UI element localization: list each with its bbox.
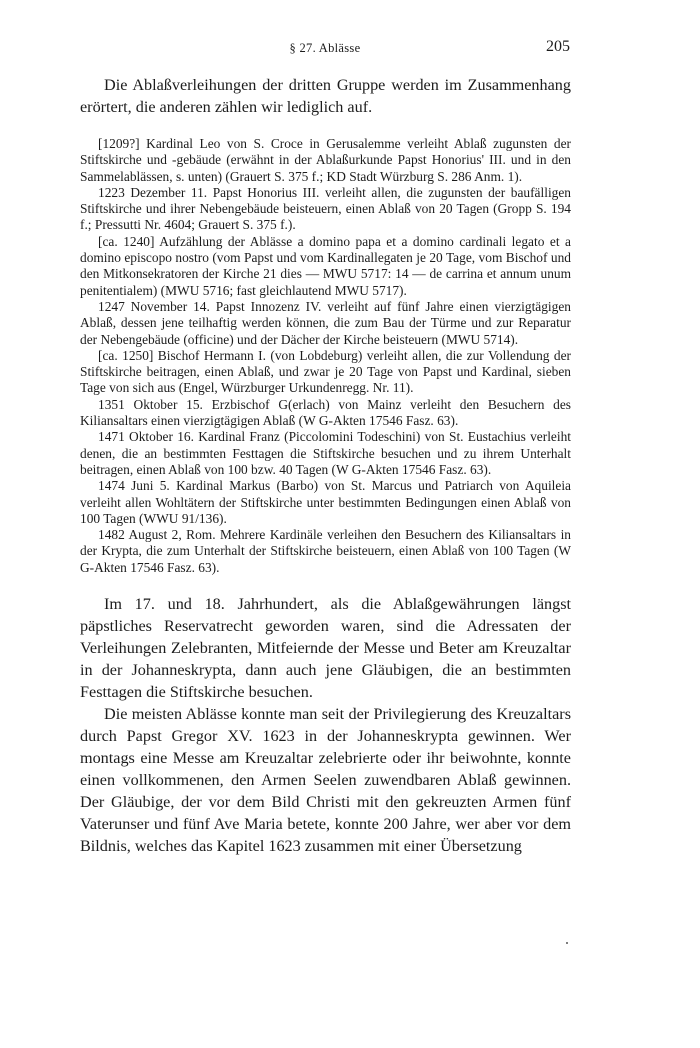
body-paragraph: Die meisten Ablässe konnte man seit der Privilegierung des Kreuzaltars durch Papst Gregor XV. 1623 in der Johanneskrypta gewinnen. Wer montags eine Messe am Kreuzaltar zelebrierte oder ihr beiwohnte, konnte einen vollkommenen, den Armen Seelen zuwendbaren Ablaß gewinnen. Der Gläubige, der vor dem Bild Christi mit den gekreuzten Armen fünf Vaterunser und fünf Ave Maria betete, konnte 200 Jahre, wer aber vor dem Bildnis, welches das Kapitel 1623 zusammen mit einer Übersetzung [80,705,571,856]
list-item: 1471 Oktober 16. Kardinal Franz (Piccolomini Todeschini) von St. Eustachius verleiht denen, die an bestimmten Festtagen die Stiftskirche besuchen und zu ihrem Unterhalt beitragen, einen Ablaß von 100 bzw. 40 Tagen (W G-Akten 17546 Fasz. 63). [80,429,571,477]
list-item: 1482 August 2, Rom. Mehrere Kardinäle verleihen den Besuchern des Kiliansaltars in der Krypta, die zum Unterhalt der Stiftskirche beisteuern, einen Ablaß von 100 Tagen (W G-Akten 17546 Fasz. 63). [80,527,571,575]
page-number: 205 [546,38,570,55]
list-item: [ca. 1240] Aufzählung der Ablässe a domino papa et a domino cardinali legato et a domino episcopo nostro (vom Papst und vom Kardinallegaten je 20 Tage, vom Bischof und den Mitkonsekratoren der Kirche 21 dies — MWU 5717: 14 — de carrina et annum unum penitentialem) (MWU 5716; fast gleichlautend MWU 5717). [80,233,571,298]
body-paragraph: Im 17. und 18. Jahrhundert, als die Ablaßgewährungen längst päpstliches Reservatrecht geworden waren, sind die Adressaten der Verleihungen Zelebranten, Mitfeiernde der Messe und Beter am Kreuzaltar in der Johanneskrypta, dann auch jene Gläubigen, die an bestimmten Festtagen die Stiftskirche besuchen. [80,595,571,702]
running-head: § 27. Ablässe [289,41,361,55]
body-text [80,593,571,857]
scan-speck [566,942,568,944]
indulgence-list [80,136,571,576]
page-header [80,38,570,58]
list-item: [1209?] Kardinal Leo von S. Croce in Gerusalemme verleiht Ablaß zugunsten der Stiftskirche und -gebäude (erwähnt in der Ablaßurkunde Papst Honorius' III. und in den Sammelablässen, s. unten) (Grauert S. 375 f.; KD Stadt Würzburg S. 286 Anm. 1). [80,136,571,184]
list-item: 1223 Dezember 11. Papst Honorius III. verleiht allen, die zugunsten der baufälligen Stiftskirche und ihrer Nebengebäude beisteuern, einen Ablaß von 20 Tagen (Gropp S. 194 f.; Pressutti Nr. 4604; Grauert S. 375 f.). [80,184,571,233]
list-item: 1247 November 14. Papst Innozenz IV. verleiht auf fünf Jahre einen vierzigtägigen Ablaß, dessen jene teilhaftig werden können, die zum Bau der Türme und zur Reparatur der Nebengebäude (officine) und der Dächer der Kirche beisteuern (MWU 5714). [80,298,571,347]
page-content [80,74,571,857]
list-item: 1351 Oktober 15. Erzbischof G(erlach) von Mainz verleiht den Besuchern des Kiliansaltars einen vierzigtägigen Ablaß (W G-Akten 17546 Fasz. 63). [80,396,571,429]
list-item: 1474 Juni 5. Kardinal Markus (Barbo) von St. Marcus und Patriarch von Aquileia verleiht allen Wohltätern der Stiftskirche unter bestimmten Bedingungen einen Ablaß von 100 Tagen (WWU 91/136). [80,478,571,526]
list-item: [ca. 1250] Bischof Hermann I. (von Lobdeburg) verleiht allen, die zur Vollendung der Stiftskirche beitragen, einen Ablaß, und zwar je 20 Tage von Papst und Kardinal, sieben Tage von sich aus (Engel, Würzburger Urkundenregg. Nr. 11). [80,347,571,396]
intro-paragraph: Die Ablaßverleihungen der dritten Gruppe werden im Zusammenhang erörtert, die anderen zählen wir lediglich auf. [80,76,571,116]
